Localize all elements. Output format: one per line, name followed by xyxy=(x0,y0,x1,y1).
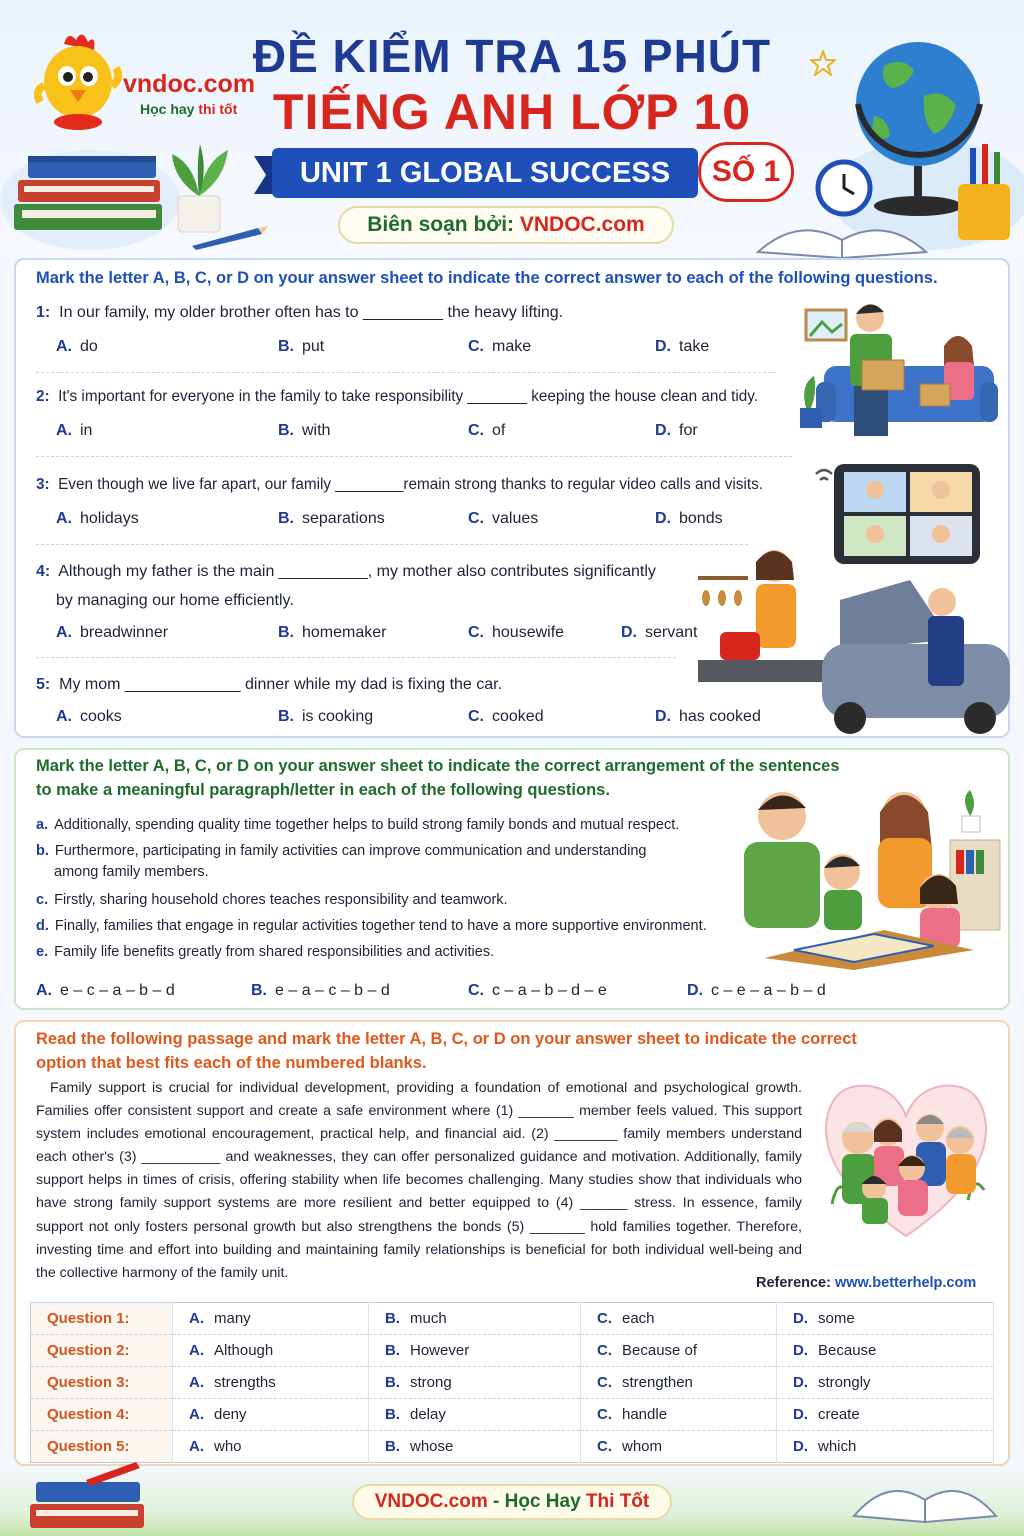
q4-option-a[interactable]: A. breadwinner xyxy=(56,624,169,641)
q4-option-c[interactable]: C. housewife xyxy=(468,624,565,641)
q1-option-a[interactable]: A. do xyxy=(56,338,98,355)
option-cell[interactable]: A. strengths xyxy=(173,1367,369,1399)
question-label: Question 1: xyxy=(31,1303,173,1335)
cooking-and-car-repair-illustration xyxy=(690,540,1010,736)
question-2: 2: It's important for everyone in the family to take responsibility _______ keeping the house clean and tidy. xyxy=(36,388,759,405)
family-board-game-illustration xyxy=(724,780,1004,970)
divider xyxy=(36,372,776,373)
family-heart-illustration xyxy=(818,1076,994,1244)
answer-options-table xyxy=(30,1302,994,1463)
sentence-c: c. Firstly, sharing household chores teaches responsibility and teamwork. xyxy=(36,892,508,908)
q5-option-c[interactable]: C. cooked xyxy=(468,708,544,725)
option-cell[interactable]: A. Although xyxy=(173,1335,369,1367)
test-number-badge: SỐ 1 xyxy=(698,142,794,202)
q5-option-a[interactable]: A. cooks xyxy=(56,708,122,725)
reference-link[interactable]: www.betterhelp.com xyxy=(834,1275,977,1291)
sentence-d: d. Finally, families that engage in regular activities together tend to have a more supportive environment. xyxy=(36,918,707,934)
q4-option-b[interactable]: B. homemaker xyxy=(278,624,387,641)
arrangement-option-b[interactable]: B. e – a – c – b – d xyxy=(251,982,390,999)
star-icon xyxy=(810,50,836,76)
option-cell[interactable]: B. delay xyxy=(369,1399,581,1431)
section3-instruction-line-1: Read the following passage and mark the letter A, B, C, or D on your answer sheet to indicate the correct xyxy=(36,1030,857,1048)
arrangement-option-c[interactable]: C. c – a – b – d – e xyxy=(468,982,607,999)
q3-option-c[interactable]: C. values xyxy=(468,510,539,527)
author-credit: Biên soạn bởi: VNDOC.com xyxy=(338,206,674,244)
option-cell[interactable]: C. handle xyxy=(581,1399,777,1431)
question-5: 5: My mom _____________ dinner while my dad is fixing the car. xyxy=(36,676,503,693)
question-4: 4: Although my father is the main __________, my mother also contributes significantly xyxy=(36,563,656,580)
sentence-b: b. Furthermore, participating in family activities can improve communication and understanding xyxy=(36,843,647,859)
option-cell[interactable]: A. many xyxy=(173,1303,369,1335)
question-label: Question 5: xyxy=(31,1431,173,1463)
reading-passage: Family support is crucial for individual development, providing a foundation of emotional and psychological growth. Families offer consistent support and create a safe environment where (1) _______ member feels valued. This support system includes emotional encouragement, practical help, and financial aid. (2) ________ family members understand each other's (3) __________ and weaknesses, they can offer personalized guidance and motivation. Additionally, family support helps in times of crisis, offering stability when life becomes challenging. Many studies show that individuals who have strong family support systems are more resilient and better equipped to (4) ______ stress. In essence, family support not only fosters personal growth but also strengthens the bonds (5) _______ hold families together. Therefore, investing time and effort into building and maintaining family relationships is beneficial for both individual well-being and the collective harmony of the family unit. xyxy=(36,1080,802,1281)
title-line-1: ĐỀ KIỂM TRA 15 PHÚT xyxy=(252,30,772,82)
pencil-cup-icon xyxy=(952,144,1014,244)
option-cell[interactable]: B. strong xyxy=(369,1367,581,1399)
footer-open-book-icon xyxy=(850,1470,1000,1526)
q5-option-b[interactable]: B. is cooking xyxy=(278,708,374,725)
q2-option-d[interactable]: D. for xyxy=(655,422,698,439)
q1-option-b[interactable]: B. put xyxy=(278,338,325,355)
option-cell[interactable]: D. Because xyxy=(777,1335,994,1367)
section2-instruction-line-1: Mark the letter A, B, C, or D on your answer sheet to indicate the correct arrangement of the sentences xyxy=(36,757,840,775)
divider xyxy=(36,544,748,545)
question-3: 3: Even though we live far apart, our family ________remain strong thanks to regular video calls and visits. xyxy=(36,476,763,493)
section3-instruction-line-2: option that best fits each of the numbered blanks. xyxy=(36,1054,427,1072)
option-cell[interactable]: C. strengthen xyxy=(581,1367,777,1399)
arrangement-option-d[interactable]: D. c – e – a – b – d xyxy=(687,982,826,999)
logo-text: vndoc.com xyxy=(123,70,255,98)
table-row xyxy=(31,1367,994,1399)
section1-instruction: Mark the letter A, B, C, or D on your answer sheet to indicate the correct answer to each of the following questions. xyxy=(36,269,938,287)
option-cell[interactable]: D. create xyxy=(777,1399,994,1431)
question-1: 1: In our family, my older brother often has to _________ the heavy lifting. xyxy=(36,304,564,321)
option-cell[interactable]: C. each xyxy=(581,1303,777,1335)
q2-option-c[interactable]: C. of xyxy=(468,422,506,439)
option-cell[interactable]: C. Because of xyxy=(581,1335,777,1367)
books-stack-icon xyxy=(14,150,174,250)
option-cell[interactable]: D. some xyxy=(777,1303,994,1335)
q2-option-b[interactable]: B. with xyxy=(278,422,331,439)
option-cell[interactable]: B. However xyxy=(369,1335,581,1367)
section2-instruction-line-2: to make a meaningful paragraph/letter in each of the following questions. xyxy=(36,781,610,799)
divider xyxy=(36,657,676,658)
logo-tagline: Học hay thi tốt xyxy=(140,101,238,117)
footer-books-icon xyxy=(26,1460,156,1536)
q2-option-a[interactable]: A. in xyxy=(56,422,93,439)
option-cell[interactable]: A. who xyxy=(173,1431,369,1463)
footer-slogan: VNDOC.com - Học Hay Thi Tốt xyxy=(352,1484,672,1520)
option-cell[interactable]: D. which xyxy=(777,1431,994,1463)
sentence-b-line-2: among family members. xyxy=(54,864,209,880)
table-row xyxy=(31,1431,994,1463)
question-label: Question 2: xyxy=(31,1335,173,1367)
q3-option-b[interactable]: B. separations xyxy=(278,510,385,527)
reference: Reference: www.betterhelp.com xyxy=(756,1275,977,1291)
question-4-line-2: by managing our home efficiently. xyxy=(56,592,294,609)
option-cell[interactable]: A. deny xyxy=(173,1399,369,1431)
option-cell[interactable]: D. strongly xyxy=(777,1367,994,1399)
sentence-a: a. Additionally, spending quality time together helps to build strong family bonds and mutual respect. xyxy=(36,817,680,833)
title-line-2: TIẾNG ANH LỚP 10 xyxy=(272,84,752,140)
table-row xyxy=(31,1399,994,1431)
question-label: Question 3: xyxy=(31,1367,173,1399)
family-moving-boxes-illustration xyxy=(794,296,998,446)
q1-option-d[interactable]: D. take xyxy=(655,338,710,355)
open-book-icon xyxy=(752,210,932,260)
option-cell[interactable]: B. whose xyxy=(369,1431,581,1463)
q1-option-c[interactable]: C. make xyxy=(468,338,532,355)
option-cell[interactable]: C. whom xyxy=(581,1431,777,1463)
divider xyxy=(36,456,792,457)
table-row xyxy=(31,1335,994,1367)
q4-option-d[interactable]: D. servant xyxy=(621,624,698,641)
q3-option-d[interactable]: D. bonds xyxy=(655,510,723,527)
table-row xyxy=(31,1303,994,1335)
sentence-e: e. Family life benefits greatly from shared responsibilities and activities. xyxy=(36,944,495,960)
q3-option-a[interactable]: A. holidays xyxy=(56,510,139,527)
pencil-icon xyxy=(188,222,268,252)
q5-option-d[interactable]: D. has cooked xyxy=(655,708,761,725)
arrangement-option-a[interactable]: A. e – c – a – b – d xyxy=(36,982,175,999)
question-label: Question 4: xyxy=(31,1399,173,1431)
unit-ribbon: UNIT 1 GLOBAL SUCCESS xyxy=(272,148,698,198)
option-cell[interactable]: B. much xyxy=(369,1303,581,1335)
